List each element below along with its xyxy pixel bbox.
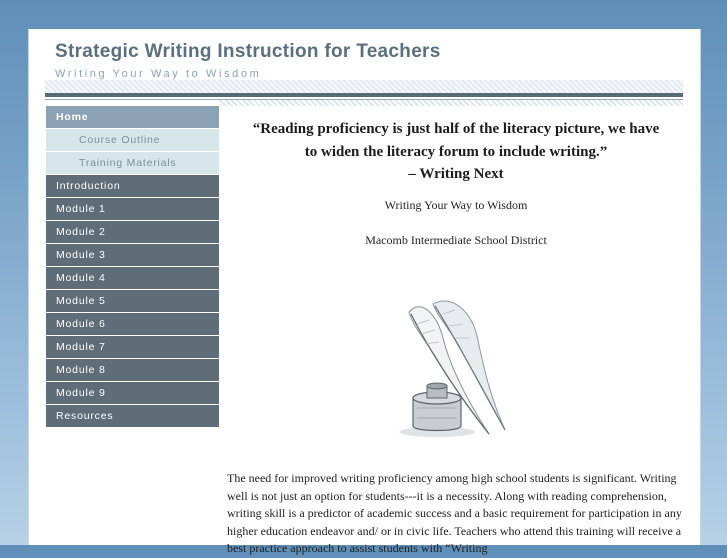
sidebar-item-training-materials[interactable]: Training Materials (46, 152, 219, 175)
sidebar-item-module-5[interactable]: Module 5 (46, 290, 219, 313)
sidebar-item-module-9[interactable]: Module 9 (46, 382, 219, 405)
site-title: Strategic Writing Instruction for Teachers (55, 41, 441, 62)
quill-and-inkwell-icon (393, 290, 517, 440)
sidebar-item-introduction[interactable]: Introduction (46, 175, 219, 198)
sidebar-nav (46, 106, 219, 428)
site-tagline: Writing Your Way to Wisdom (55, 68, 262, 80)
sidebar-item-course-outline[interactable]: Course Outline (46, 129, 219, 152)
quote-line-2: to widen the literacy forum to include writing.” (304, 143, 608, 160)
sidebar-item-module-2[interactable]: Module 2 (46, 221, 219, 244)
sidebar-item-module-3[interactable]: Module 3 (46, 244, 219, 267)
header-pattern-band (45, 80, 683, 94)
quote (227, 118, 685, 163)
sidebar-item-module-4[interactable]: Module 4 (46, 267, 219, 290)
sidebar-item-module-1[interactable]: Module 1 (46, 198, 219, 221)
quote-line-1: “Reading proficiency is just half of the literacy picture, we have (252, 121, 660, 137)
sidebar-item-module-8[interactable]: Module 8 (46, 359, 219, 382)
subtitle: Writing Your Way to Wisdom (384, 198, 528, 212)
quote-author: – Writing Next (408, 166, 504, 182)
main-content (227, 106, 685, 555)
header-divider (45, 93, 683, 97)
intro-paragraph: The need for improved writing proficiency among high school students is significant. Writing well is not just an option for students---it is a necessity. Along with reading comprehension, writing skill is a predictor of academic success and a basic requirement for participation in any higher education endeavor and/ or in civic life. Teachers who attend this training will receive a best practice approach to assist students with “Writing (227, 471, 682, 555)
district-name: Macomb Intermediate School District (365, 233, 547, 247)
sidebar-item-resources[interactable]: Resources (46, 405, 219, 428)
sidebar-item-home[interactable]: Home (46, 106, 219, 129)
sidebar-item-module-7[interactable]: Module 7 (46, 336, 219, 359)
sidebar-item-module-6[interactable]: Module 6 (46, 313, 219, 336)
page-container (28, 29, 701, 555)
